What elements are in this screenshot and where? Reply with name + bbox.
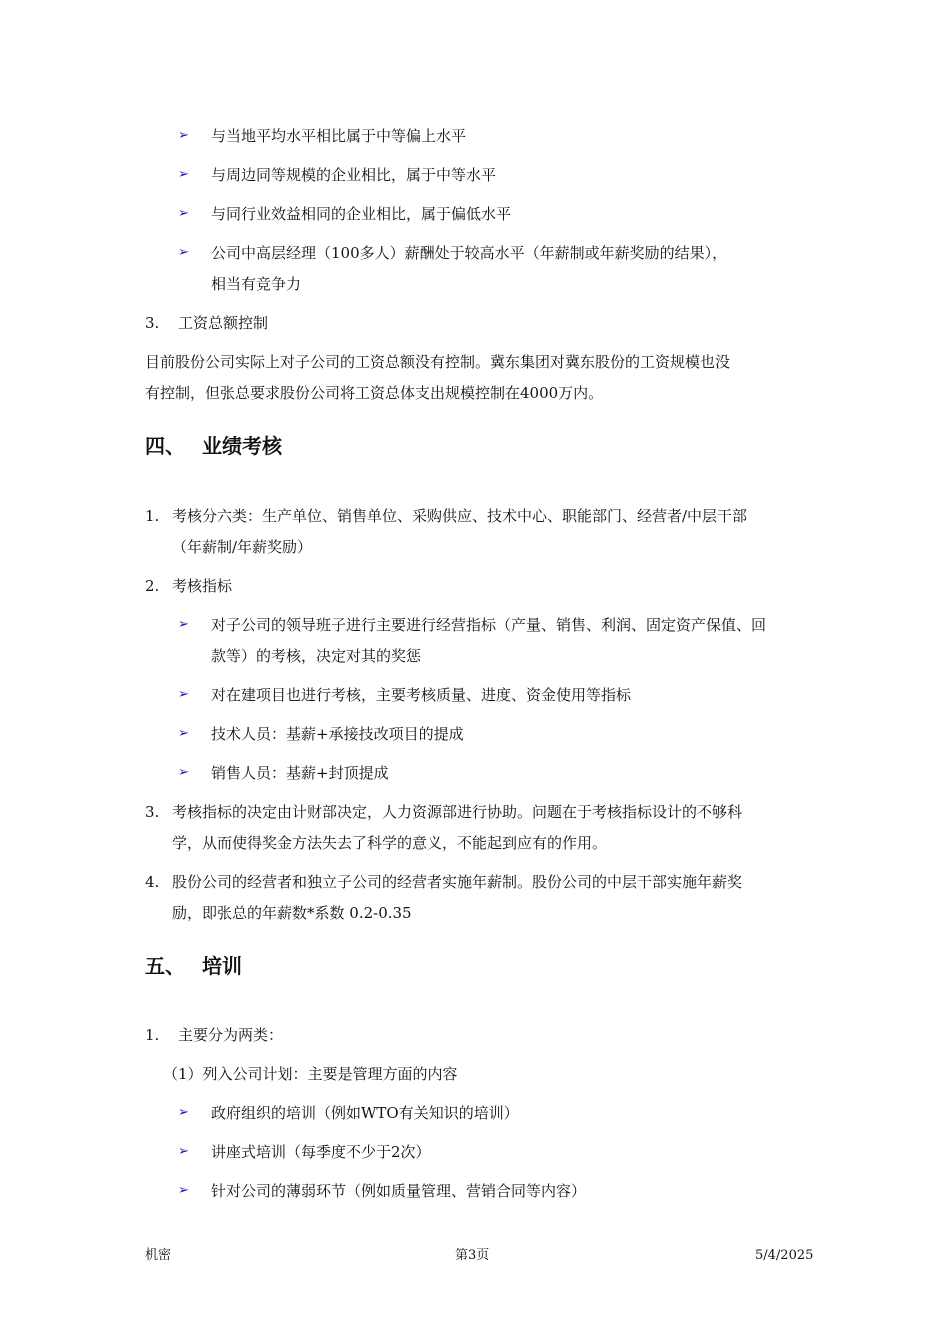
paragraph-line: 有控制，但张总要求股份公司将工资总体支出规模控制在4000万内。 [145, 384, 604, 402]
item-text: 主要分为两类： [178, 1026, 284, 1044]
list-item: 政府组织的培训（例如WTO有关知识的培训） [211, 1104, 519, 1122]
section-title: 培训 [202, 954, 242, 978]
section-number: 五、 [145, 954, 185, 978]
item-text: 考核指标 [172, 577, 233, 595]
item-number: 4. [145, 873, 160, 891]
item-text: 考核分六类：生产单位、销售单位、采购供应、技术中心、职能部门、经营者/中层干部 [172, 507, 748, 525]
list-item: 对子公司的领导班子进行主要进行经营指标（产量、销售、利润、固定资产保值、回 [211, 616, 767, 634]
item-number: 1. [145, 507, 160, 525]
sub-heading: （1）列入公司计划：主要是管理方面的内容 [163, 1065, 458, 1083]
item-text: 股份公司的经营者和独立子公司的经营者实施年薪制。股份公司的中层干部实施年薪奖 [172, 873, 743, 891]
item-text: 考核指标的决定由计财部决定，人力资源部进行协助。问题在于考核指标设计的不够科 [172, 803, 743, 821]
paragraph-line: 目前股份公司实际上对子公司的工资总额没有控制。冀东集团对冀东股份的工资规模也没 [145, 353, 731, 371]
list-item: 与同行业效益相同的企业相比，属于偏低水平 [211, 205, 512, 223]
list-item: 与当地平均水平相比属于中等偏上水平 [211, 127, 467, 145]
list-item: 与周边同等规模的企业相比，属于中等水平 [211, 166, 497, 184]
list-item-continuation: 相当有竞争力 [211, 275, 302, 293]
bullet-icon: ➢ [178, 245, 189, 260]
list-item: 讲座式培训（每季度不少于2次） [211, 1143, 431, 1161]
bullet-icon: ➢ [178, 617, 189, 632]
list-item: 技术人员：基薪+承接技改项目的提成 [211, 725, 464, 743]
item-text-continuation: 励，即张总的年薪数*系数 0.2-0.35 [172, 904, 412, 922]
item-number: 3. [145, 803, 160, 821]
bullet-icon: ➢ [178, 1144, 189, 1159]
list-item: 对在建项目也进行考核，主要考核质量、进度、资金使用等指标 [211, 686, 632, 704]
footer-page-number: 第3页 [455, 1248, 490, 1263]
footer-confidential: 机密 [145, 1248, 172, 1263]
item-text: 工资总额控制 [178, 314, 269, 332]
item-number: 1. [145, 1026, 160, 1044]
item-text-continuation: 学，从而使得奖金方法失去了科学的意义，不能起到应有的作用。 [172, 834, 608, 852]
bullet-icon: ➢ [178, 206, 189, 221]
bullet-icon: ➢ [178, 765, 189, 780]
bullet-icon: ➢ [178, 726, 189, 741]
bullet-icon: ➢ [178, 687, 189, 702]
bullet-icon: ➢ [178, 1183, 189, 1198]
item-text-continuation: （年薪制/年薪奖励） [172, 538, 313, 556]
bullet-icon: ➢ [178, 128, 189, 143]
section-number: 四、 [145, 434, 185, 458]
list-item: 针对公司的薄弱环节（例如质量管理、营销合同等内容） [211, 1182, 587, 1200]
list-item-continuation: 款等）的考核，决定对其的奖惩 [211, 647, 422, 665]
item-number: 2. [145, 577, 160, 595]
item-number: 3. [145, 314, 160, 332]
list-item: 销售人员：基薪+封顶提成 [211, 764, 389, 782]
bullet-icon: ➢ [178, 1105, 189, 1120]
bullet-icon: ➢ [178, 167, 189, 182]
footer-date: 5/4/2025 [755, 1248, 814, 1263]
section-title: 业绩考核 [202, 434, 282, 458]
list-item: 公司中高层经理（100多人）薪酬处于较高水平（年薪制或年薪奖励的结果）， [211, 244, 728, 262]
